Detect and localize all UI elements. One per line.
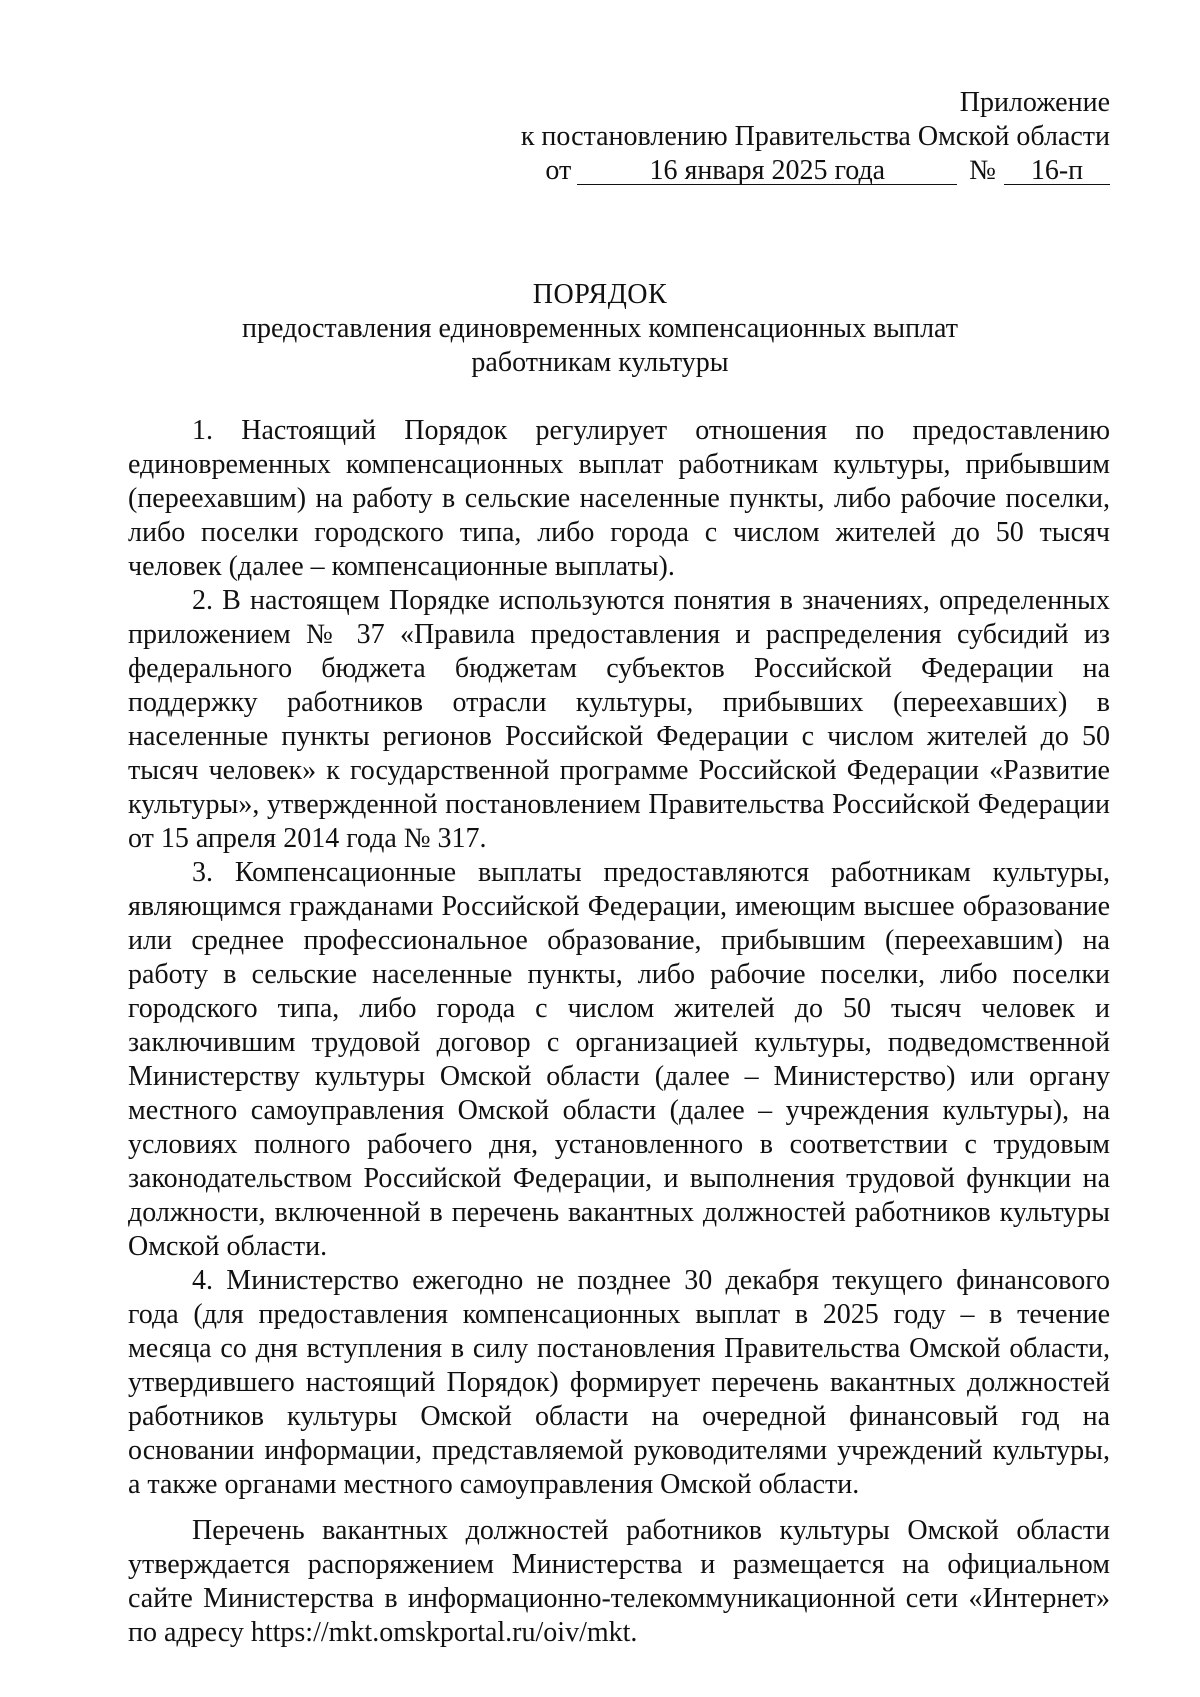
paragraph-3: 3. Компенсационные выплаты предоставляются работникам культуры, являющимся гражданами Российской Федерации, имеющим высшее образование или среднее профессиональное образование, прибывшим (переехавшим) на работу в сельские населенные пункты, либо рабочие поселки, либо поселки городского типа, либо города с числом жителей до 50 тысяч человек и заключившим трудовой договор с организацией культуры, подведомственной Министерству культуры Омской области (далее – Министерство) или органу местного самоуправления Омской области (далее – учреждения культуры), на условиях полного рабочего дня, установленного в соответствии с трудовым законодательством Российской Федерации, и выполнения трудовой функции на должности, включенной в перечень вакантных должностей работников культуры Омской области. xyxy=(128,857,1110,1262)
document-title xyxy=(90,278,1110,380)
decree-number: 16-п xyxy=(1004,158,1110,185)
paragraph-2: 2. В настоящем Порядке используются понятия в значениях, определенных приложением № 37 «Правила предоставления и распределения субсидий из федерального бюджета бюджетам субъектов Российской Федерации на поддержку работников отрасли культуры, прибывших (переехавших) в населенные пункты регионов Российской Федерации с числом жителей до 50 тысяч человек» к государственной программе Российской Федерации «Развитие культуры», утвержденной постановлением Правительства Российской Федерации от 15 апреля 2014 года № 317. xyxy=(128,585,1110,854)
decree-date: 16 января 2025 года xyxy=(577,158,957,185)
document-body xyxy=(128,414,1110,1650)
title-subtitle-line-2: работникам культуры xyxy=(471,347,729,378)
paragraph-4: 4. Министерство ежегодно не позднее 30 декабря текущего финансового года (для предоставления компенсационных выплат в 2025 году – в течение месяца со дня вступления в силу постановления Правительства Омской области, утвердившего настоящий Порядок) формирует перечень вакантных должностей работников культуры Омской области на очередной финансовый год на основании информации, представляемой руководителями учреждений культуры, а также органами местного самоуправления Омской области. xyxy=(128,1265,1110,1500)
decree-reference: к постановлению Правительства Омской области xyxy=(520,121,1110,152)
title-main: ПОРЯДОК xyxy=(532,279,668,310)
number-sign: № xyxy=(969,155,996,186)
decree-date-line xyxy=(490,154,1110,188)
appendix-header xyxy=(490,86,1110,188)
title-subtitle-line-1: предоставления единовременных компенсационных выплат xyxy=(241,313,958,344)
appendix-label: Приложение xyxy=(959,87,1110,118)
paragraph-vacancy-list: Перечень вакантных должностей работников культуры Омской области утверждается распоряжением Министерства и размещается на официальном сайте Министерства в информационно-телекоммуникационной сети «Интернет» по адресу https://mkt.omskportal.ru/oiv/mkt. xyxy=(128,1515,1110,1648)
date-prefix: от xyxy=(545,155,572,186)
paragraph-1: 1. Настоящий Порядок регулирует отношения по предоставлению единовременных компенсационных выплат работникам культуры, прибывшим (переехавшим) на работу в сельские населенные пункты, либо рабочие поселки, либо поселки городского типа, либо города с числом жителей до 50 тысяч человек (далее – компенсационные выплаты). xyxy=(128,415,1110,582)
